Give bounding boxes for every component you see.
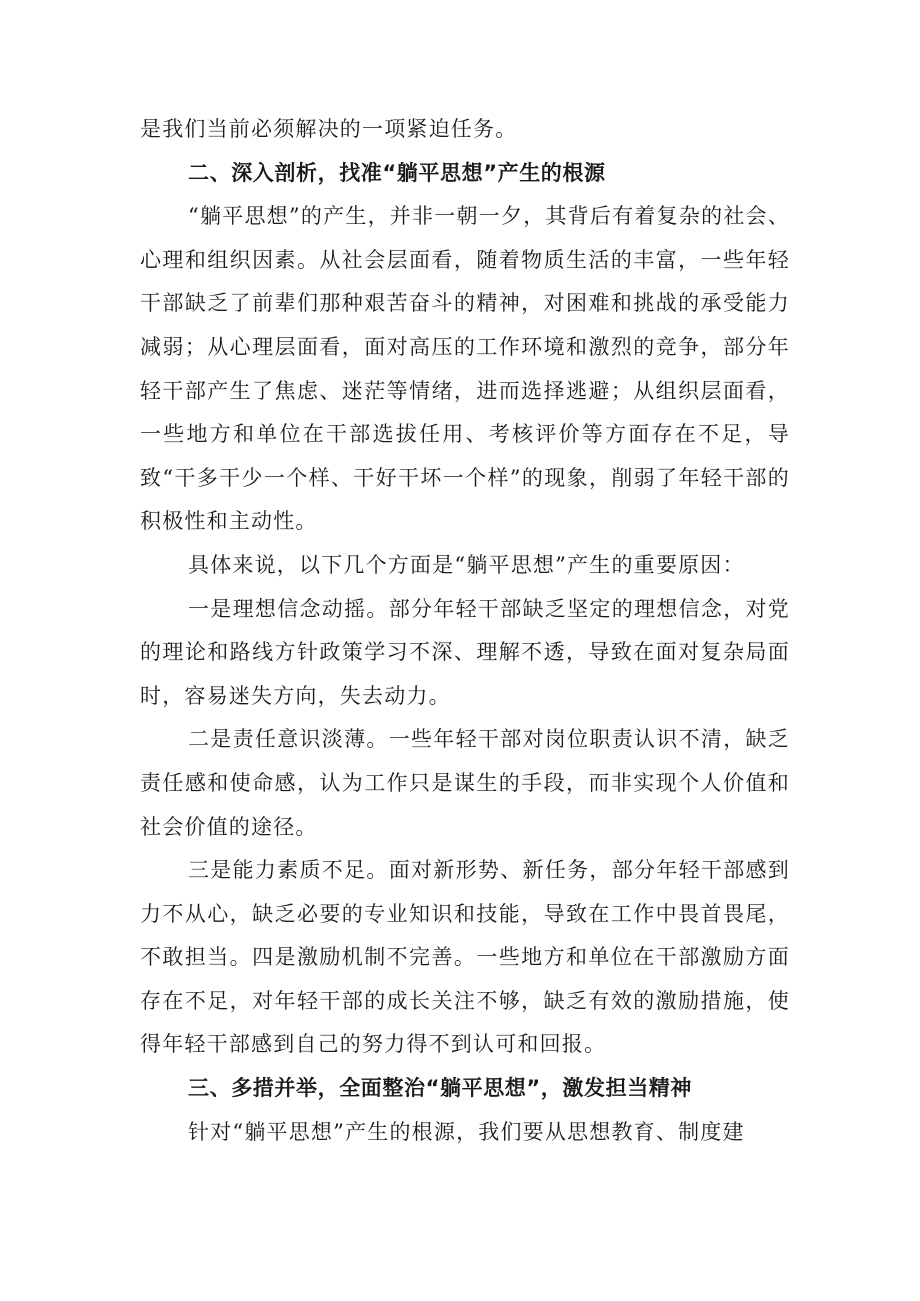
document-page [140,108,790,1154]
paragraph-reasons-intro: 具体来说，以下几个方面是“躺平思想”产生的重要原因： [188,552,745,577]
paragraph-measures: 针对“躺平思想”产生的根源，我们要从思想教育、制度建 [188,1119,745,1144]
section-heading-3: 三、多措并举，全面整治“躺平思想”，激发担当精神 [188,1076,693,1101]
paragraph-origins: “躺平思想”的产生，并非一朝一夕，其背后有着复杂的社会、心理和组织因素。从社会层面看，随着物质生活的丰富，一些年轻干部缺乏了前辈们那种艰苦奋斗的精神，对困难和挑战的承受能力减弱；从心理层面看，面对高压的工作环境和激烈的竞争，部分年轻干部产生了焦虑、迷茫等情绪，进而选择逃避；从组织层面看，一些地方和单位在干部选拔任用、考核评价等方面存在不足，导致“干多干少一个样、干好干坏一个样”的现象，削弱了年轻干部的积极性和主动性。 [140,204,790,534]
section-heading-2: 二、深入剖析，找准“躺平思想”产生的根源 [188,160,606,185]
continuation-paragraph: 是我们当前必须解决的一项紧迫任务。 [140,117,518,141]
paragraph-reason-1: 一是理想信念动摇。部分年轻干部缺乏坚定的理想信念，对党的理论和路线方针政策学习不深、理解不透，导致在面对复杂局面时，容易迷失方向，失去动力。 [140,596,790,708]
paragraph-reason-3-4: 三是能力素质不足。面对新形势、新任务，部分年轻干部感到力不从心，缺乏必要的专业知识和技能，导致在工作中畏首畏尾，不敢担当。四是激励机制不完善。一些地方和单位在干部激励方面存在不足，对年轻干部的成长关注不够，缺乏有效的激励措施，使得年轻干部感到自己的努力得不到认可和回报。 [140,858,790,1057]
paragraph-reason-2: 二是责任意识淡薄。一些年轻干部对岗位职责认识不清，缺乏责任感和使命感，认为工作只是谋生的手段，而非实现个人价值和社会价值的途径。 [140,727,790,839]
